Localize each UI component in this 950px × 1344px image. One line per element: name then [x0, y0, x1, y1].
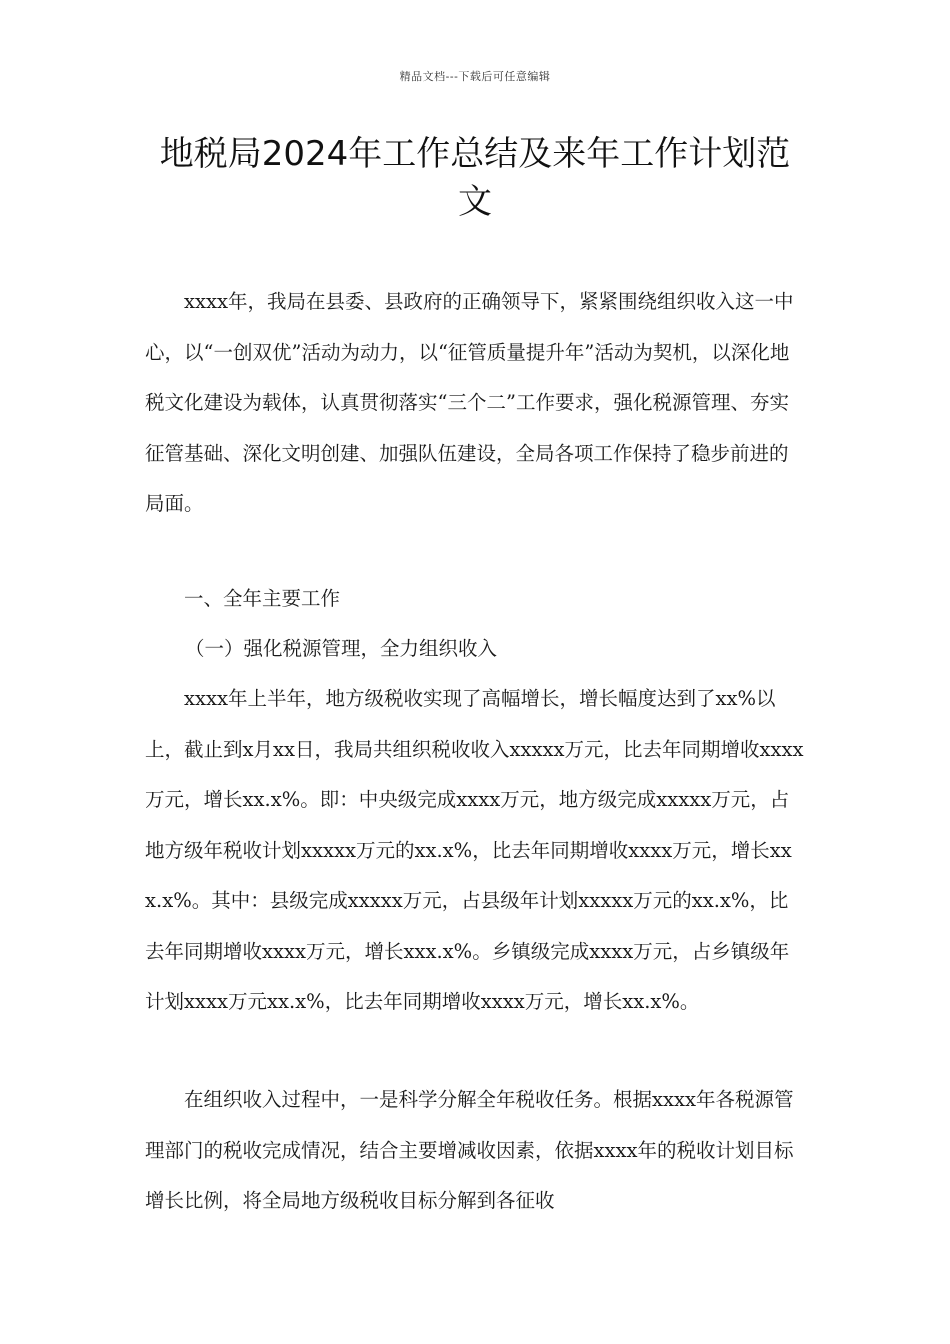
subsection-heading: （一）强化税源管理，全力组织收入 [185, 637, 498, 660]
header-note: 精品文档---下载后可任意编辑 [399, 70, 551, 83]
revenue-paragraph: xxxx年上半年，地方级税收实现了高幅增长，增长幅度达到了xx%以上，截止到x月xx日，我局共组织税收收入xxxxx万元，比去年同期增收xxxx万元，增长xx.x%。即：中央级完成xxxx万元，地方级完成xxxxx万元，占地方级年税收计划xxxxx万元的xx.x%，比去年同期增收xxxx万元，增长xxx.x%。其中：县级完成xxxxx万元，占县级年计划xxxxx万元的xx.x%，比去年同期增收xxxx万元，增长xxx.x%。乡镇级完成xxxx万元，占乡镇级年计划xxxx万元xx.x%，比去年同期增收xxxx万元，增长xx.x%。 [145, 687, 804, 1013]
document-title: 地税局2024年工作总结及来年工作计划范文 [159, 134, 791, 222]
process-paragraph: 在组织收入过程中，一是科学分解全年税收任务。根据xxxx年各税源管理部门的税收完成情况，结合主要增减收因素，依据xxxx年的税收计划目标增长比例，将全局地方级税收目标分解到各征收 [145, 1088, 794, 1212]
intro-paragraph: xxxx年，我局在县委、县政府的正确领导下，紧紧围绕组织收入这一中心，以“一创双优”活动为动力，以“征管质量提升年”活动为契机，以深化地税文化建设为载体，认真贯彻落实“三个二”工作要求，强化税源管理、夯实征管基础、深化文明创建、加强队伍建设，全局各项工作保持了稳步前进的局面。 [145, 290, 794, 515]
section-heading: 一、全年主要工作 [184, 587, 341, 610]
